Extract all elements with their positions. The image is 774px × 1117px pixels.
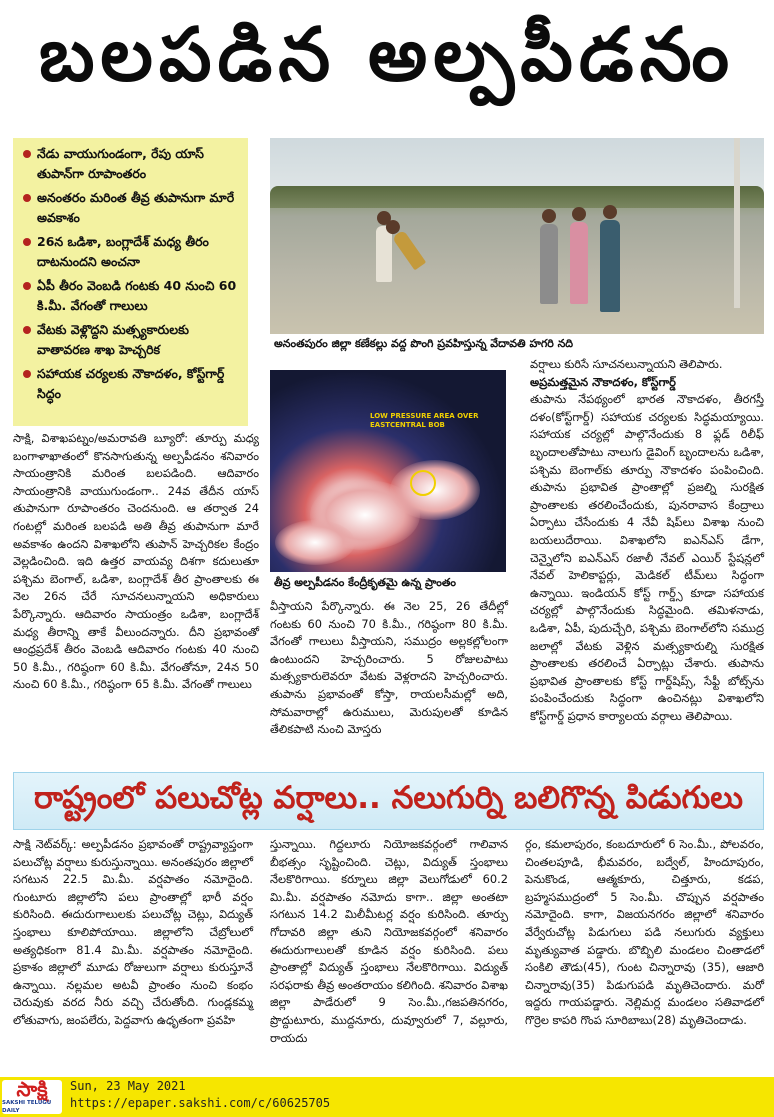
highlight-item: ఏపీ తీరం వెంబడి గంటకు 40 నుంచి 60 కి.మీ. వేగంతో గాలులు — [21, 276, 242, 316]
epaper-link[interactable]: https://epaper.sakshi.com/c/60625705 — [70, 1096, 331, 1110]
highlight-item: నేడు వాయుగుండంగా, రేపు యాస్‌ తుపాన్‌గా రూపాంతరం — [21, 144, 242, 184]
logo-text: సాక్షి — [16, 1077, 48, 1101]
article-column-3 — [530, 356, 764, 770]
article-text: వర్షాలు కురిసే సూచనలున్నాయని తెలిపారు. — [530, 357, 723, 371]
person-figure — [540, 224, 558, 304]
person-figure — [392, 230, 426, 271]
highlight-item: అనంతరం మరింత తీవ్ర తుపానుగా మారే అవకాశం — [21, 188, 242, 228]
edition-date: Sun, 23 May 2021 — [70, 1079, 186, 1093]
highlight-item: వేటకు వెళ్లొద్దని మత్స్యకారులకు వాతావరణ శాఖ హెచ్చరిక — [21, 320, 242, 360]
cloud-mass — [275, 520, 355, 565]
satellite-label: LOW PRESSURE AREA OVER EASTCENTRAL BOB — [370, 412, 479, 429]
rain-column-2 — [270, 836, 508, 1074]
highlight-item: 26న ఒడిశా, బంగ్లాదేశ్‌ మధ్య తీరం దాటనుందని అంచనా — [21, 232, 242, 272]
highlights-box — [13, 138, 248, 426]
section-headline: రాష్ట్రంలో పలుచోట్ల వర్షాలు.. నలుగుర్ని బలిగొన్న పిడుగులు — [13, 772, 764, 830]
footer-bar — [0, 1077, 774, 1117]
person-figure — [600, 220, 620, 312]
article-text: ర్గం, కమలాపురం, కంబదూరులో 6 సెం.మీ., పోలవరం, చింతలపూడి, భీమవరం, బద్వేల్‌, హిందూపురం, పెనుకొండ, ఆత్మకూరు, చిత్తూరు, కడప, బ్రహ్మసముద్రంలో 5 సెం.మీ. చొప్పున వర్షపాతం నమోదైంది. కాగా, విజయనగరం జిల్లాలో శనివారం వేర్వేరుచోట్ల పిడుగులు పడి నలుగురు వ్యక్తులు మృత్యువాత పడ్డారు. బొబ్బిలి మండలం చింతాడలో సంకిలి తౌడు(45), గుంట చిన్నారావు (35), ఆజారి చిన్నారావు(35) పిడుగుపడి మృతిచెందారు. మరో ఇద్దరు గాయపడ్డారు. నెల్లిమర్ల మండలం సతివాడలో గొర్రెల కాపరి గొంప సూరిబాబు(28) మృతిచెందాడు. — [525, 837, 764, 1027]
main-headline: బలపడిన అల్పపీడనం — [38, 12, 736, 98]
rain-column-1 — [13, 836, 253, 1074]
low-pressure-marker — [410, 470, 436, 496]
electric-pole — [734, 138, 740, 308]
logo-subtext: SAKSHI TELUGU DAILY — [2, 1100, 52, 1114]
article-column-2 — [270, 598, 508, 770]
article-text: వీస్తాయని పేర్కొన్నారు. ఈ నెల 25, 26 తేదీల్లో గంటకు 60 నుంచి 70 కి.మీ., గరిష్ఠంగా 80 కి.మీ. వేగంతో గాలులు వీస్తాయని, సముద్రం అల్లకల్లోలంగా ఉంటుందని హెచ్చరించారు. 5 రోజులపాటు మత్స్యకారులెవరూ వేటకు వెళ్లరాదని హెచ్చరించారు. తుపాను ప్రభావంతో కోస్తా, రాయలసీమల్లో అది, సోమవారాల్లో ఉరుములు, మెరుపులతో కూడిన తేలికపాటి నుంచి మోస్తరు — [270, 599, 508, 737]
article-text: సాక్షి, విశాఖపట్నం/అమరావతి బ్యూరో: తూర్పు మధ్య బంగాళాఖాతంలో కొనసాగుతున్న అల్పపీడనం శనివారం సాయంత్రానికి మరింత బలపడింది. ఆదివారం సాయంత్రానికి వాయుగుండంగా.. 24వ తేదీన యాస్‌ తుపానుగా రూపాంతరం చెందనుంది. ఆ తర్వాత 24 గంటల్లో మరింత బలపడి అతి తీవ్ర తుపానుగా మారే అవకాశం ఉందని విశాఖలోని తుపాన్‌ హెచ్చరికల కేంద్రం వెల్లడించింది. ఇది ఉత్తర వాయవ్య దిశగా కదులుతూ పశ్చిమ బెంగాల్‌, ఒడిశా, బంగ్లాదేశ్‌ తీర ప్రాంతాలకు ఈ నెల 26న చేరే సూచనలున్నాయని అధికారులు పేర్కొన్నారు. ఆదివారం సాయంత్రం ఒడిశా, బంగ్లాదేశ్‌ మధ్య తీరాన్ని తాకే వీలుందన్నారు. దీని ప్రభావంతో ఆంధ్రప్రదేశ్‌ తీరం వెంబడి ఆదివారం గంటకు 40 నుంచి 50 కి.మీ., గరిష్ఠంగా 60 కి.మీ. వేగంతోనూ, 24న 50 నుంచి 60 కి.మీ., గరిష్ఠంగా 65 కి.మీ. వేగంతో గాలులు — [13, 431, 259, 692]
rain-column-3 — [525, 836, 764, 1074]
article-text: స్తున్నాయి. గిద్దలూరు నియోజకవర్గంలో గాలివాన బీభత్సం సృష్టించింది. చెట్లు, విద్యుత్‌ స్తంభాలు నేలకొరిగాయి. కర్నూలు జిల్లా వెలుగోడులో 60.2 మి.మీ. వర్షపాతం నమోదు కాగా.. జిల్లా అంతటా సగటున 14.2 మిలీమీటర్ల వర్షం కురిసింది. తూర్పు గోదావరి జిల్లా తుని నియోజకవర్గంలో శనివారం ఈదురుగాలులతో కూడిన వర్షం కురిసింది. పలు ప్రాంతాల్లో విద్యుత్‌ స్తంభాలు నేలకొరిగాయి. విద్యుత్‌ సరఫరాకు తీవ్ర అంతరాయం కలిగింది. శనివారం విశాఖ జిల్లా పాడేరులో 9 సెం.మీ.,గజపతినగరం, ప్రొద్దుటూరు, ముద్దనూరు, దువ్వూరులో 7, వల్లూరు, రాయదు — [270, 837, 508, 1045]
article-subhead: అప్రమత్తమైన నౌకాదళం, కోస్ట్‌గార్డ్‌ — [530, 374, 676, 389]
article-column-1 — [13, 430, 259, 770]
article-text: సాక్షి నెట్‌వర్క్‌: అల్పపీడనం ప్రభావంతో రాష్ట్రవ్యాప్తంగా పలుచోట్ల వర్షాలు కురుస్తున్నాయి. అనంతపురం జిల్లాలో సగటున 22.5 మి.మీ. వర్షపాతం నమోదైంది. గుంటూరు జిల్లాలోని పలు ప్రాంతాల్లో భారీ వర్షం కురిసింది. ఈదురుగాలులకు పలుచోట్ల చెట్లు, విద్యుత్‌ స్తంభాలు కూలిపోయాయి. జిల్లాలోని చేబ్రోలులో అత్యధికంగా 81.4 మి.మీ. వర్షపాతం నమోదైంది. ప్రకాశం జిల్లాలో మూడు రోజులుగా వర్షాలు కురుస్తూనే ఉన్నాయి. నల్లమల అటవీ ప్రాంతం నుంచి కంభం చెరువుకు వరద నీరు వచ్చి చేరుతోంది. గుండ్లకమ్మ లోతువాగు, జంపలేరు, పెద్దవాగు ఉధృతంగా ప్రవహి — [13, 837, 253, 1027]
tree-line — [270, 186, 764, 208]
photo-caption: అనంతపురం జిల్లా కణేకల్లు వద్ద పొంగి ప్రవహిస్తున్న వేదావతి హగరి నది — [274, 337, 574, 350]
river-photo — [270, 138, 764, 334]
person-figure — [570, 222, 588, 304]
satellite-caption: తీవ్ర అల్పపీడనం కేంద్రీకృతమై ఉన్న ప్రాంతం — [274, 576, 456, 589]
article-text: తుపాను నేపథ్యంలో భారత నౌకాదళం, తీరగస్తీ దళం(కోస్ట్‌గార్డ్‌) సహాయక చర్యలకు సిద్ధమయ్యాయి. సహాయక చర్యల్లో పాల్గొనేందుకు 8 ఫ్లడ్‌ రిలీఫ్‌ బృందాలతోపాటు నాలుగు డైవింగ్‌ బృందాలను ఒడిశా, పశ్చిమ బెంగాల్‌కు తూర్పు నౌకాదళం పంపించింది. తుపాను ప్రభావిత ప్రాంతాల్లో ప్రజల్ని సురక్షిత ప్రాంతాలకు తరలించేందుకు, పునరావాస కేంద్రాలు ఏర్పాటు చేసేందుకు 4 నేవీ షిప్‌లు విశాఖ నుంచి బయలుదేరాయి. విశాఖలోని ఐఎన్‌ఎస్‌ డేగా, చెన్నైలోని ఐఎన్‌ఎస్‌ రజాలీ నేవల్‌ ఎయిర్‌ స్టేషన్లలో నేవల్‌ హెలికాప్టర్లు, మెడికల్‌ టీమ్‌లు సిద్ధంగా ఉన్నాయి. ఇండియన్‌ కోస్ట్‌ గార్డ్స్‌ కూడా సహాయక చర్యల్లో పాల్గొనేందుకు సిద్ధమైంది. తమిళనాడు, ఒడిశా, ఏపీ, పుదుచ్చేరి, పశ్చిమ బెంగాల్‌లోని సముద్ర జలాల్లో వేటకు వెళ్లిన మత్స్యకారుల్ని సురక్షిత ప్రాంతాలకు తరలించే ఏర్పాట్లు చేశారు. తుపాను ప్రభావిత ప్రాంతాలకు కోస్ట్‌ గార్డ్‌షిప్స్‌, సేఫ్టీ బోట్స్‌ను పంపించేందుకు సిద్ధంగా ఉంచినట్లు విశాఖలోని కోస్ట్‌గార్డ్‌ ప్రధాన కార్యాలయ వర్గాలు తెలిపాయి. — [530, 392, 764, 723]
person-figure — [376, 226, 392, 282]
highlight-item: సహాయక చర్యలకు నౌకాదళం, కోస్ట్‌గార్డ్‌ సిద్ధం — [21, 364, 242, 404]
sakshi-logo — [2, 1077, 62, 1114]
cloud-mass — [390, 460, 480, 520]
satellite-image — [270, 370, 506, 572]
